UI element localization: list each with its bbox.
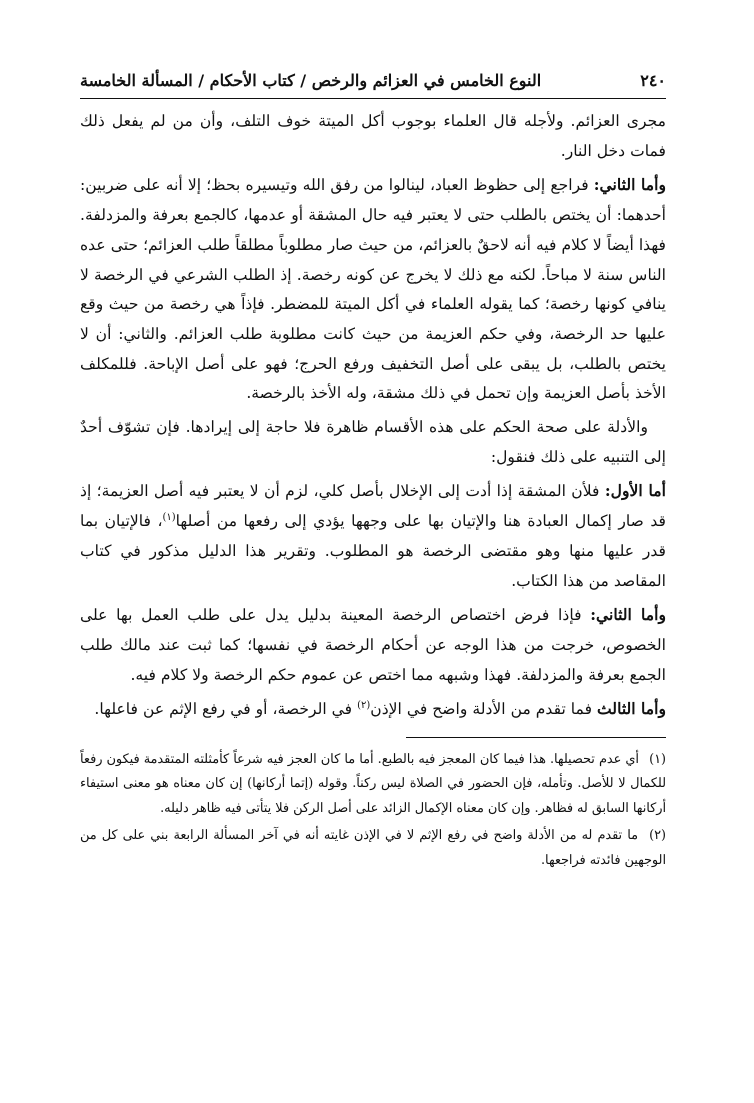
footnote-reference[interactable]: (١)	[162, 511, 176, 523]
paragraph	[80, 476, 666, 596]
page-number: ٢٤٠	[640, 71, 666, 90]
footnote	[80, 824, 666, 873]
paragraph	[80, 413, 666, 472]
paragraph-lead: أما الأول:	[604, 481, 666, 501]
header-title: النوع الخامس في العزائم والرخص / كتاب الأحكام / المسألة الخامسة	[80, 71, 542, 90]
footnote-divider	[406, 737, 666, 738]
paragraph	[80, 600, 666, 690]
paragraph-text: والأدلة على صحة الحكم على هذه الأقسام ظاهرة فلا حاجة إلى إيرادها. فإن تشوّف أحدٌ إلى التنبيه على ذلك فنقول:	[80, 418, 666, 466]
paragraph-text: فراجع إلى حظوظ العباد، لينالوا من رفق الله وتيسيره بحظ؛ إلا أنه على ضربين: أحدهما: أن يختص بالطلب حتى لا يعتبر فيه حال المشقة أو عدمها، كالجمع بعرفة والمزدلفة. فهذا أيضاً لا كلام فيه أنه لاحقٌ بالعزائم، من حيث صار مطلوباً مطلقاً طلب العزائم؛ حتى عده الناس سنة لا مباحاً. لكنه مع ذلك لا يخرج عن كونه رخصة. إذ الطلب الشرعي في الرخصة لا ينافي كونها رخصة؛ كما يقوله العلماء في أكل الميتة للمضطر. فإذاً هي رخصة من حيث وقع عليها حد الرخصة، وفي حكم العزيمة من حيث كانت مطلوبة طلب العزائم. والثاني: أن لا يختص بالطلب، بل يبقى على أصل التخفيف ورفع الحرج؛ فهو على أصل الإباحة. فللمكلف الأخذ بأصل العزيمة وإن تحمل في ذلك مشقة، وله الأخذ بالرخصة.	[80, 176, 666, 403]
paragraph-lead: وأما الثاني:	[593, 175, 666, 195]
footnote-reference[interactable]: (٢)	[357, 700, 371, 712]
running-header	[80, 68, 666, 99]
footnote-number: (١)	[649, 752, 666, 768]
footnotes	[80, 748, 666, 873]
paragraph	[80, 170, 666, 409]
paragraph-lead: وأما الثاني:	[590, 605, 667, 625]
paragraph	[80, 107, 666, 166]
footnote	[80, 748, 666, 821]
paragraph-text: ، فالإتيان بما قدر عليها منها وهو مقتضى الرخصة هو المطلوب. وتقرير هذا الدليل مذكور في كتاب المقاصد من هذا الكتاب.	[80, 512, 666, 590]
paragraph-text: مجرى العزائم. ولأجله قال العلماء بوجوب أكل الميتة خوف التلف، وأن من لم يفعل ذلك فمات دخل النار.	[80, 112, 666, 160]
paragraph-text: في الرخصة، أو في رفع الإثم عن فاعلها.	[94, 700, 358, 719]
main-text	[80, 107, 666, 725]
footnote-text: أي عدم تحصيلها. هذا فيما كان المعجز فيه بالطبع. أما ما كان العجز فيه شرعاً كأمثلته المتقدمة فيكون رفعاً للكمال لا للأصل. وتأمله، فإن الحضور في الصلاة ليس ركناً. وقوله (إتما أركانها) إن كان معناه هو معنى استيفاء أركانها السابق له فظاهر. وإن كان معناه الإكمال الزائد على أصل الركن فلا يتأتى فيه ظاهر دليله.	[80, 752, 666, 816]
paragraph-text: فلأن المشقة إذا أدت إلى الإخلال بأصل كلي، لزم أن لا يعتبر فيه أصل العزيمة؛ إذ قد صار إكمال العبادة هنا والإتيان بها على وجهها يؤدي إلى رفعها من أصلها	[80, 482, 666, 531]
paragraph-text: فإذا فرض اختصاص الرخصة المعينة بدليل يدل على طلب العمل بها على الخصوص، خرجت من هذا الوجه عن أحكام الرخصة في نفسها؛ كما ثبت عند مالك طلب الجمع بعرفة والمزدلفة. فهذا وشبهه مما اختص عن عموم حكم الرخصة ولا كلام فيه.	[80, 606, 666, 684]
paragraph	[80, 694, 666, 725]
footnote-text: ما تقدم له من الأدلة واضح في رفع الإثم لا في الإذن غايته أنه في آخر المسألة الرابعة بني على كل من الوجهين فائدته فراجعها.	[80, 828, 666, 868]
paragraph-text: فما تقدم من الأدلة واضح في الإذن	[370, 700, 593, 719]
paragraph-lead: وأما الثالث	[597, 699, 666, 719]
footnote-number: (٢)	[649, 828, 666, 844]
